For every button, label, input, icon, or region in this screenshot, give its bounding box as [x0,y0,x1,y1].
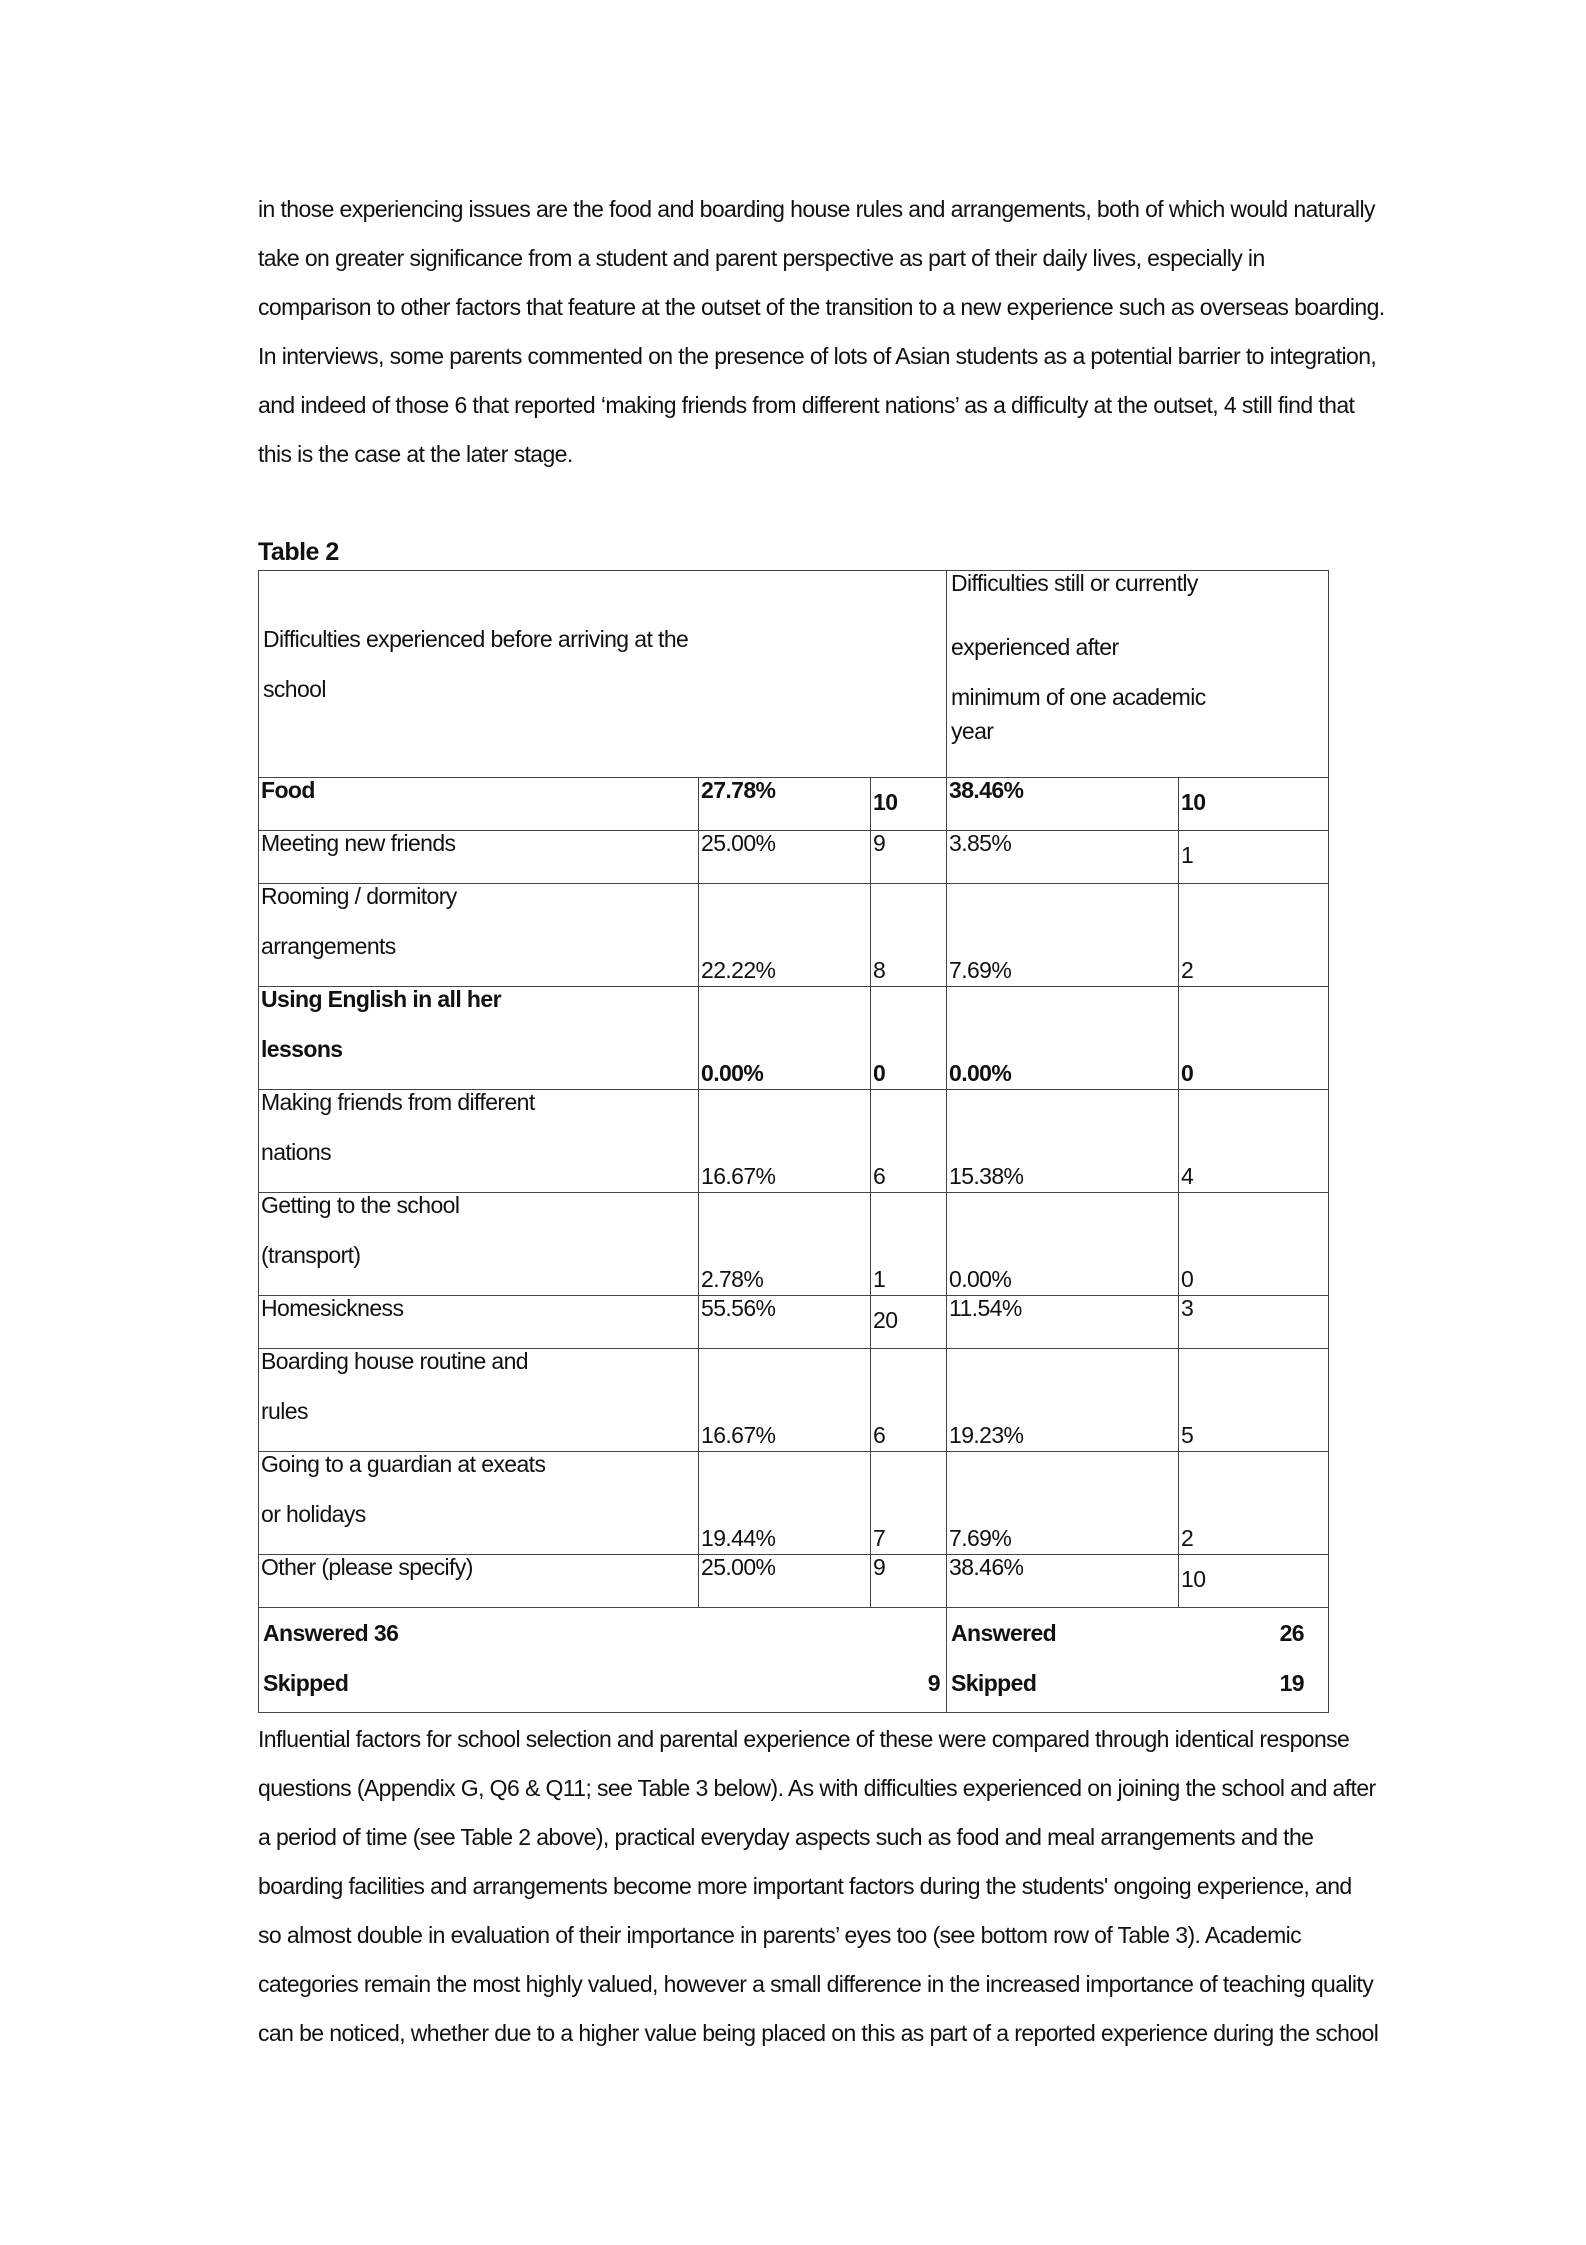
cell-value: 5 [1181,1422,1194,1448]
pct-after-cell [947,1193,1179,1296]
cell-value: 9 [873,1554,886,1580]
row-label-line: lessons [261,1036,343,1062]
cell-value: 19.23% [949,1422,1024,1448]
header-before-line: school [263,676,326,702]
table-row [259,1555,1329,1608]
summary-before [259,1608,947,1713]
row-label-line: Using English in all her [261,986,501,1012]
cell-value: 38.46% [949,777,1024,803]
row-label [259,987,699,1090]
cell-value: 0 [1181,1060,1194,1086]
pct-before-cell [699,1193,871,1296]
table-row [259,831,1329,884]
row-label-line: or holidays [261,1501,366,1527]
table-row [259,1296,1329,1349]
count-after-cell [1179,1193,1329,1296]
row-label-line: rules [261,1398,308,1424]
cell-value: 7.69% [949,957,1012,983]
outro-line: questions (Appendix G, Q6 & Q11; see Table 3 below). As with difficulties experienced on joining the school and after [258,1775,1376,1801]
pct-after-cell [947,778,1179,831]
outro-line: boarding facilities and arrangements become more important factors during the students' ongoing experience, and [258,1873,1352,1899]
pct-before-cell [699,987,871,1090]
pct-before-cell [699,1555,871,1608]
cell-value: 0 [1181,1266,1194,1292]
table-row [259,778,1329,831]
header-before [259,571,947,778]
row-label-line: nations [261,1139,331,1165]
cell-value: 55.56% [701,1295,776,1321]
pct-after-cell [947,1349,1179,1452]
table-caption: Table 2 [258,538,339,566]
count-after-cell [1179,831,1329,884]
count-after-cell [1179,1452,1329,1555]
pct-before-cell [699,1296,871,1349]
summary-skipped-value: 9 [927,1670,940,1696]
pct-after-cell [947,884,1179,987]
intro-line: comparison to other factors that feature at the outset of the transition to a new experience such as overseas boarding. [258,294,1385,320]
cell-value: 6 [873,1422,886,1448]
cell-value: 2 [1181,1525,1194,1551]
count-before-cell [871,1349,947,1452]
count-before-cell [871,831,947,884]
cell-value: 25.00% [701,830,776,856]
header-before-line: Difficulties experienced before arriving at the [263,626,689,652]
count-before-cell [871,1193,947,1296]
summary-skipped-label: Skipped [951,1670,1037,1696]
pct-after-cell [947,1296,1179,1349]
outro-line: so almost double in evaluation of their importance in parents’ eyes too (see bottom row of Table 3). Academic [258,1922,1302,1948]
table-row [259,1349,1329,1452]
count-after-cell [1179,1090,1329,1193]
cell-value: 10 [1181,1566,1206,1592]
row-label [259,1555,699,1608]
row-label [259,1452,699,1555]
count-after-cell [1179,1555,1329,1608]
row-label-line: Boarding house routine and [261,1348,529,1374]
header-after [947,571,1329,778]
row-label [259,1090,699,1193]
row-label [259,1296,699,1349]
summary-skipped-value: 19 [1279,1670,1304,1696]
cell-value: 0.00% [701,1060,764,1086]
count-before-cell [871,778,947,831]
table-header-row [259,571,1329,778]
count-after-cell [1179,1296,1329,1349]
outro-line: a period of time (see Table 2 above), practical everyday aspects such as food and meal arrangements and the [258,1824,1314,1850]
row-label [259,778,699,831]
pct-after-cell [947,1555,1179,1608]
intro-line: in those experiencing issues are the food and boarding house rules and arrangements, both of which would naturally [258,196,1375,222]
pct-before-cell [699,1090,871,1193]
cell-value: 1 [1181,842,1194,868]
table-row [259,1193,1329,1296]
cell-value: 0 [873,1060,886,1086]
row-label [259,1193,699,1296]
outro-line: categories remain the most highly valued, however a small difference in the increased importance of teaching quality [258,1971,1374,1997]
summary-answered-label: Answered [951,1620,1057,1646]
cell-value: 11.54% [949,1295,1022,1321]
cell-value: 20 [873,1307,898,1333]
table-row [259,884,1329,987]
header-after-line: Difficulties still or currently [951,570,1198,596]
cell-value: 15.38% [949,1163,1024,1189]
intro-line: and indeed of those 6 that reported ‘making friends from different nations’ as a difficulty at the outset, 4 still find that [258,392,1355,418]
summary-after [947,1608,1329,1713]
count-before-cell [871,1296,947,1349]
row-label-line: Homesickness [261,1295,404,1321]
cell-value: 0.00% [949,1266,1012,1292]
count-after-cell [1179,884,1329,987]
cell-value: 8 [873,957,886,983]
count-before-cell [871,1555,947,1608]
count-before-cell [871,987,947,1090]
header-after-line: experienced after [951,634,1119,660]
pct-before-cell [699,778,871,831]
pct-before-cell [699,1452,871,1555]
row-label-line: Going to a guardian at exeats [261,1451,546,1477]
pct-before-cell [699,1349,871,1452]
intro-line: this is the case at the later stage. [258,441,573,467]
cell-value: 19.44% [701,1525,776,1551]
cell-value: 1 [873,1266,886,1292]
cell-value: 9 [873,830,886,856]
row-label-line: Meeting new friends [261,830,456,856]
cell-value: 22.22% [701,957,776,983]
count-after-cell [1179,987,1329,1090]
cell-value: 3 [1181,1295,1194,1321]
summary-skipped-label: Skipped [263,1670,349,1696]
intro-line: take on greater significance from a student and parent perspective as part of their daily lives, especially in [258,245,1265,271]
difficulties-table [258,570,1329,1713]
cell-value: 27.78% [701,777,776,803]
row-label [259,831,699,884]
header-after-line: minimum of one academic [951,684,1206,710]
row-label-line: Making friends from different [261,1089,535,1115]
table-row [259,1090,1329,1193]
header-after-line: year [951,718,994,744]
cell-value: 0.00% [949,1060,1012,1086]
row-label-line: arrangements [261,933,396,959]
outro-line: Influential factors for school selection and parental experience of these were compared through identical response [258,1726,1350,1752]
summary-answered-label: Answered 36 [263,1620,399,1646]
count-after-cell [1179,778,1329,831]
count-after-cell [1179,1349,1329,1452]
count-before-cell [871,884,947,987]
row-label-line: Getting to the school [261,1192,460,1218]
pct-after-cell [947,1452,1179,1555]
count-before-cell [871,1090,947,1193]
summary-answered-value: 26 [1279,1620,1304,1646]
table-summary-row [259,1608,1329,1713]
row-label-line: (transport) [261,1242,361,1268]
pct-before-cell [699,831,871,884]
row-label [259,884,699,987]
pct-after-cell [947,987,1179,1090]
row-label-line: Rooming / dormitory [261,883,457,909]
table-row [259,1452,1329,1555]
cell-value: 7.69% [949,1525,1012,1551]
cell-value: 10 [1181,789,1206,815]
cell-value: 7 [873,1525,886,1551]
cell-value: 2 [1181,957,1194,983]
pct-after-cell [947,1090,1179,1193]
row-label-line: Food [261,777,315,803]
table-row [259,987,1329,1090]
cell-value: 4 [1181,1163,1194,1189]
row-label [259,1349,699,1452]
cell-value: 2.78% [701,1266,764,1292]
cell-value: 6 [873,1163,886,1189]
cell-value: 38.46% [949,1554,1024,1580]
cell-value: 16.67% [701,1422,776,1448]
cell-value: 10 [873,789,898,815]
row-label-line: Other (please specify) [261,1554,473,1580]
count-before-cell [871,1452,947,1555]
intro-line: In interviews, some parents commented on the presence of lots of Asian students as a potential barrier to integration, [258,343,1377,369]
cell-value: 16.67% [701,1163,776,1189]
outro-line: can be noticed, whether due to a higher value being placed on this as part of a reported experience during the school [258,2020,1379,2046]
cell-value: 3.85% [949,830,1012,856]
cell-value: 25.00% [701,1554,776,1580]
pct-before-cell [699,884,871,987]
pct-after-cell [947,831,1179,884]
